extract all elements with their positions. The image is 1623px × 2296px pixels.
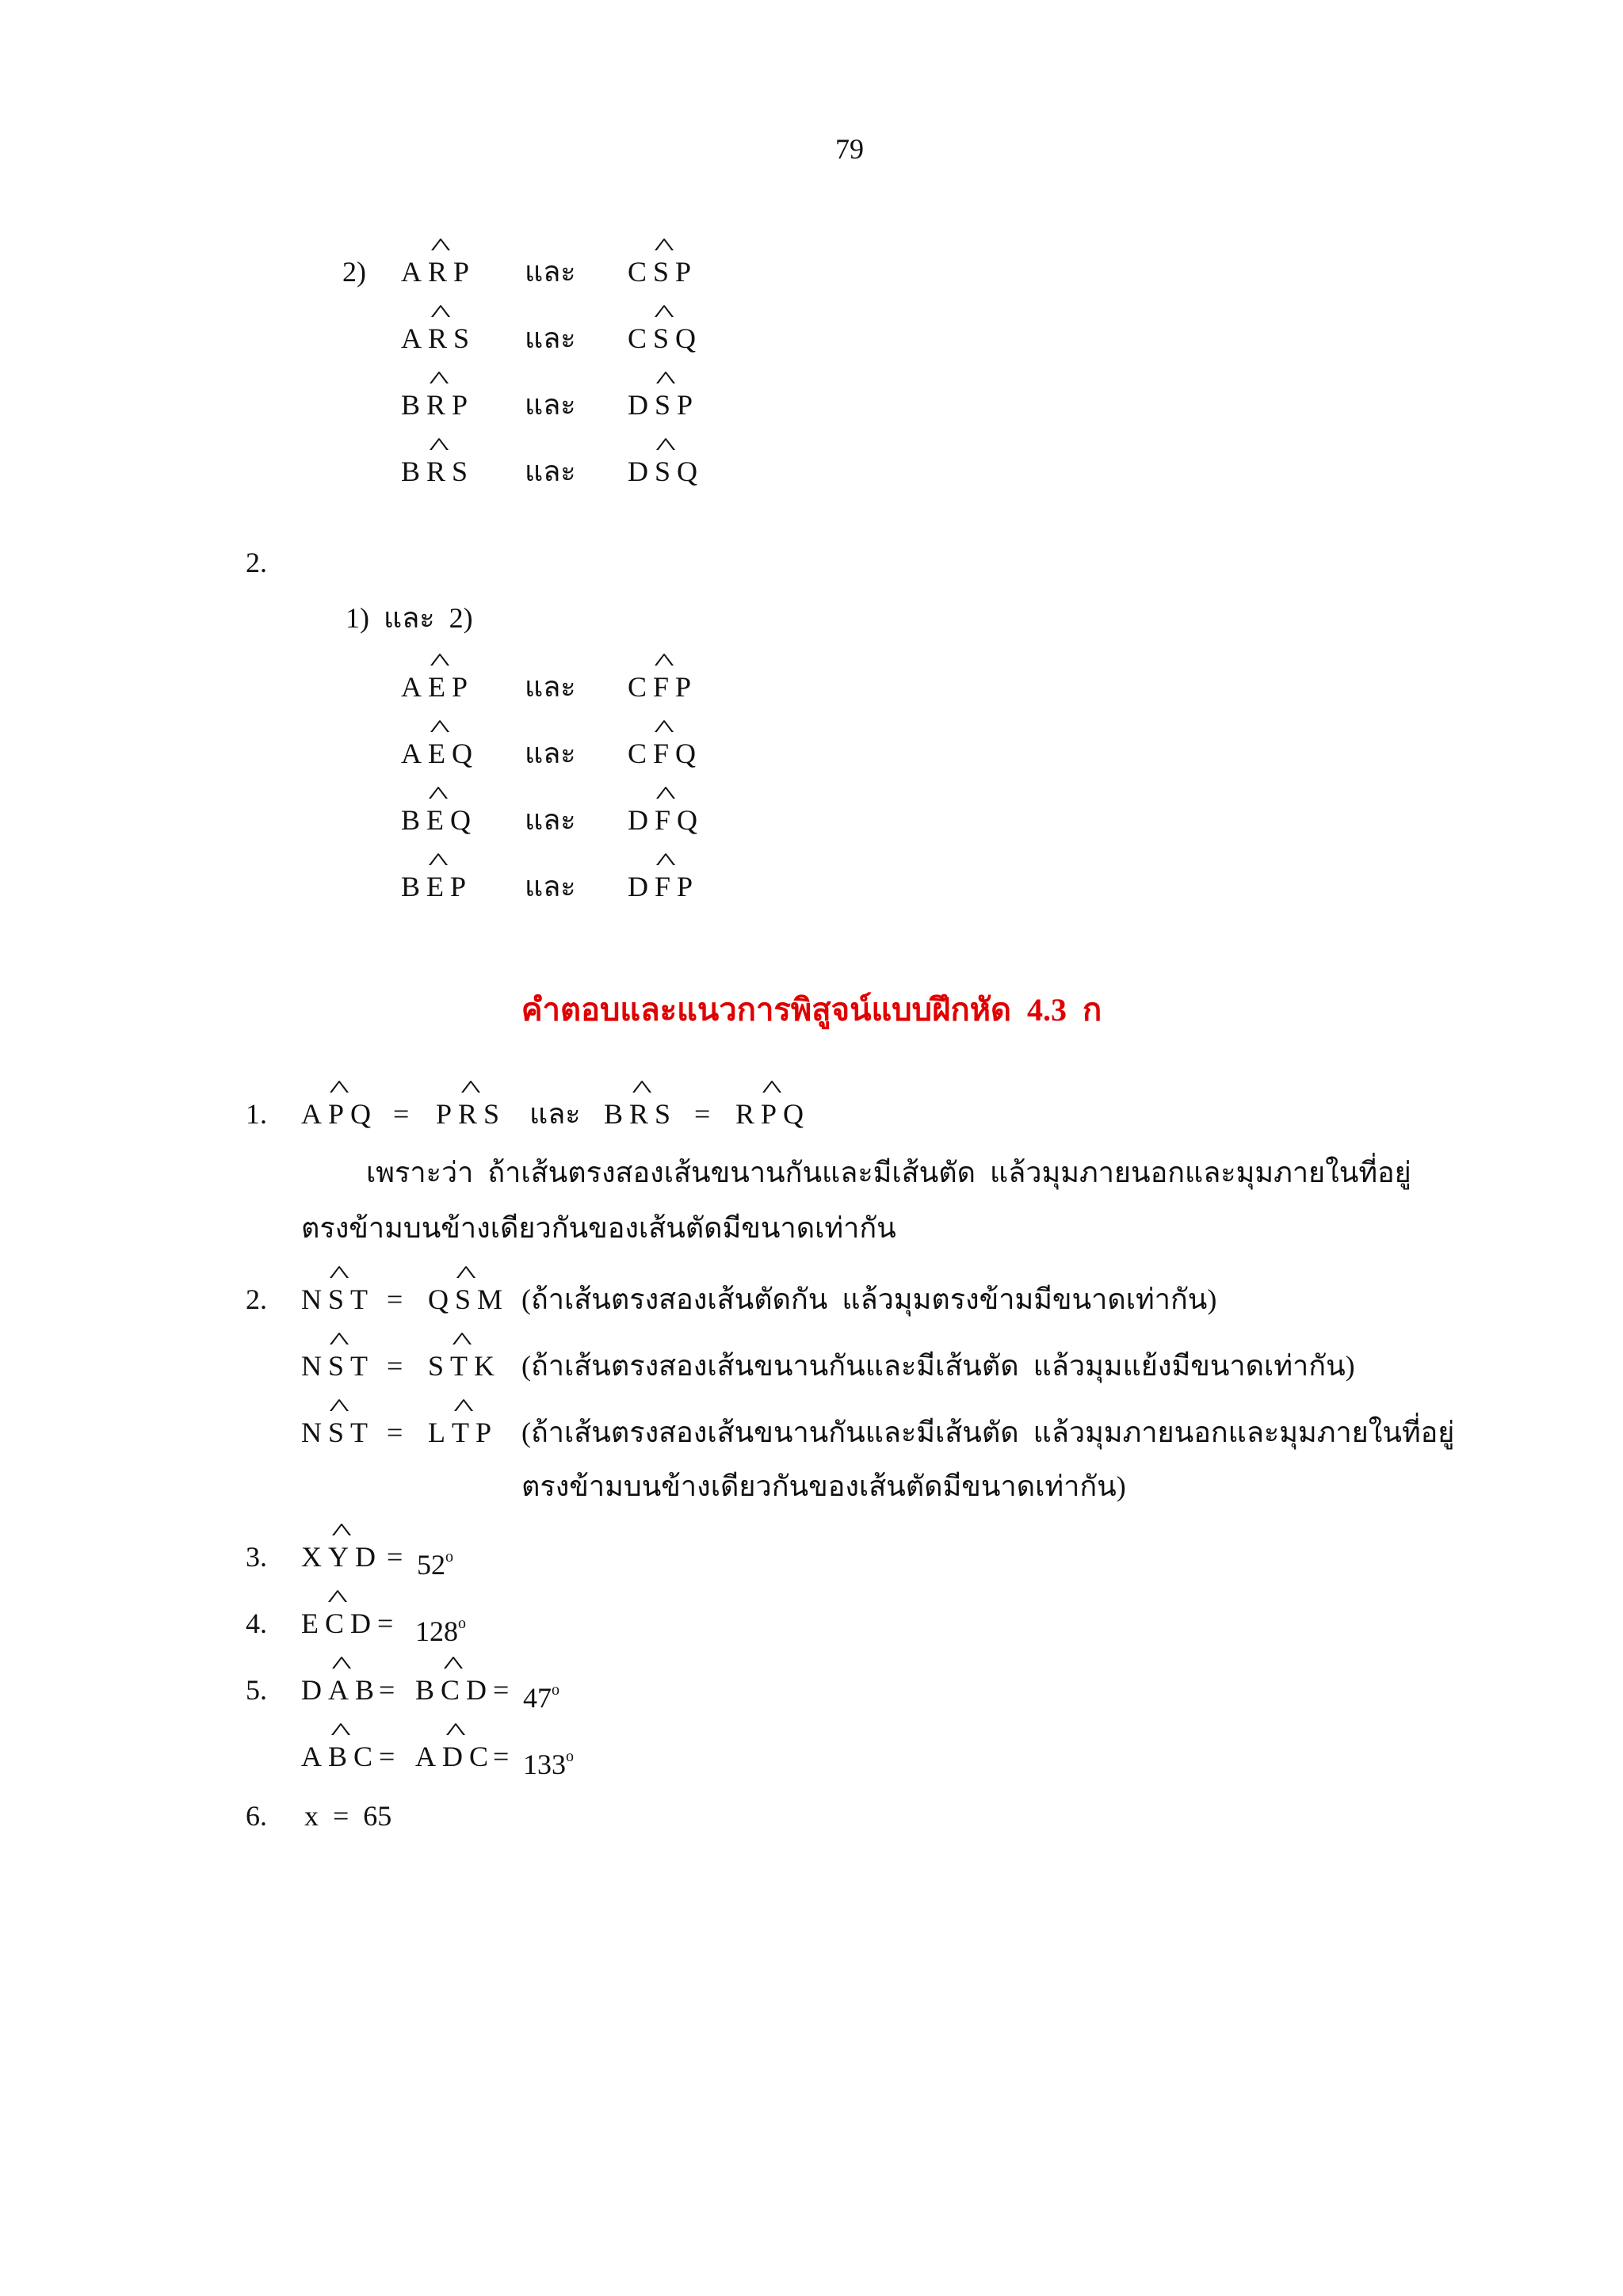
equals-sign: = [387,1417,403,1448]
angle-bcd: B^ CD [415,1674,493,1706]
answer-5-number: 5. [246,1674,267,1706]
answer-1-number: 1. [246,1098,267,1130]
answer-5-value-1: 47$^o$ [523,1681,559,1714]
conj-and: และ [525,256,576,288]
angle-bep: B^ EP [401,871,472,902]
equals-sign: = [387,1283,403,1315]
angle-brp: B^ RP [401,389,474,421]
conj-and: และ [525,804,576,836]
conj-and: และ [525,871,576,902]
answer-1-reason-line2: ตรงข้ามบนข้างเดียวกันของเส้นตัดมีขนาดเท่ากัน [301,1212,896,1244]
angle-ars: A^ RS [401,322,475,354]
angle-stk: S^ TK [428,1350,501,1382]
conj-and: และ [525,738,576,769]
equals-sign: = [379,1674,395,1706]
section2-heading: 1) และ 2) [346,602,473,634]
section1-label: 2) [342,256,366,288]
section-title: คำตอบและแนวการพิสูจน์แบบฝึกหัด 4.3 ก [521,992,1102,1028]
equals-sign: = [694,1098,711,1130]
angle-qsm: Q^ SM [428,1283,509,1315]
angle-abc: A^ BC [301,1741,379,1772]
angle-rpq: R^ PQ [735,1098,810,1130]
angle-cfq: C^ FQ [628,738,702,769]
angle-aeq: A^ EQ [401,738,479,769]
answer-2-reason-3-cont: ตรงข้ามบนข้างเดียวกันของเส้นตัดมีขนาดเท่ากัน) [521,1470,1126,1502]
angle-beq: B^ EQ [401,804,477,836]
angle-ltp: L^ TP [428,1417,498,1448]
angle-csq: C^ SQ [628,322,702,354]
angle-nst: N^ ST [301,1417,374,1448]
equals-sign: = [493,1741,510,1772]
angle-dsp: D^ SP [628,389,699,421]
answer-3-value: 52$^o$ [417,1548,453,1581]
angle-dsq: D^ SQ [628,456,704,487]
answer-4-value: 128$^o$ [415,1615,466,1647]
answer-2-reason-2: (ถ้าเส้นตรงสองเส้นขนานกันและมีเส้นตัด แล้วมุมแย้งมีขนาดเท่ากัน) [521,1350,1355,1382]
angle-brs: B^ RS [401,456,474,487]
answer-4-number: 4. [246,1608,267,1639]
answer-3-number: 3. [246,1541,267,1573]
angle-ecd: E^ CD [301,1608,377,1639]
angle-apq: A^ PQ [301,1098,377,1130]
answer-1-reason-line1: เพราะว่า ถ้าเส้นตรงสองเส้นขนานกันและมีเส้นตัด แล้วมุมภายนอกและมุมภายในที่อยู่ [366,1157,1411,1188]
section2-number: 2. [246,547,267,578]
angle-csp: C^ SP [628,256,697,288]
angle-cfp: C^ FP [628,671,697,703]
equals-sign: = [377,1608,394,1639]
conj-and: และ [525,322,576,354]
equals-sign: = [379,1741,395,1772]
equals-sign: = [493,1674,510,1706]
answer-5-value-2: 133$^o$ [523,1748,574,1780]
conj-and: และ [525,456,576,487]
angle-dfq: D^ FQ [628,804,704,836]
angle-arp: A^ RP [401,256,475,288]
answer-6-text: x = 65 [304,1800,392,1832]
angle-xyd: X^ YD [301,1541,382,1573]
answer-2-reason-3: (ถ้าเส้นตรงสองเส้นขนานกันและมีเส้นตัด แล้วมุมภายนอกและมุมภายในที่อยู่ [521,1417,1455,1448]
angle-nst: N^ ST [301,1283,374,1315]
angle-dfp: D^ FP [628,871,699,902]
angle-brs-2: B^ RS [604,1098,677,1130]
angle-dab: D^ AB [301,1674,380,1706]
angle-adc: A^ DC [415,1741,495,1772]
angle-prs: P^ RS [436,1098,506,1130]
angle-aep: A^ EP [401,671,474,703]
conj-and: และ [529,1098,581,1130]
conj-and: และ [525,671,576,703]
angle-nst: N^ ST [301,1350,374,1382]
answer-6-number: 6. [246,1800,267,1832]
conj-and: และ [525,389,576,421]
answer-2-reason-1: (ถ้าเส้นตรงสองเส้นตัดกัน แล้วมุมตรงข้ามมีขนาดเท่ากัน) [521,1283,1217,1315]
equals-sign: = [387,1541,403,1573]
equals-sign: = [393,1098,410,1130]
answer-2-number: 2. [246,1283,267,1315]
equals-sign: = [387,1350,403,1382]
page-number: 79 [835,133,864,165]
